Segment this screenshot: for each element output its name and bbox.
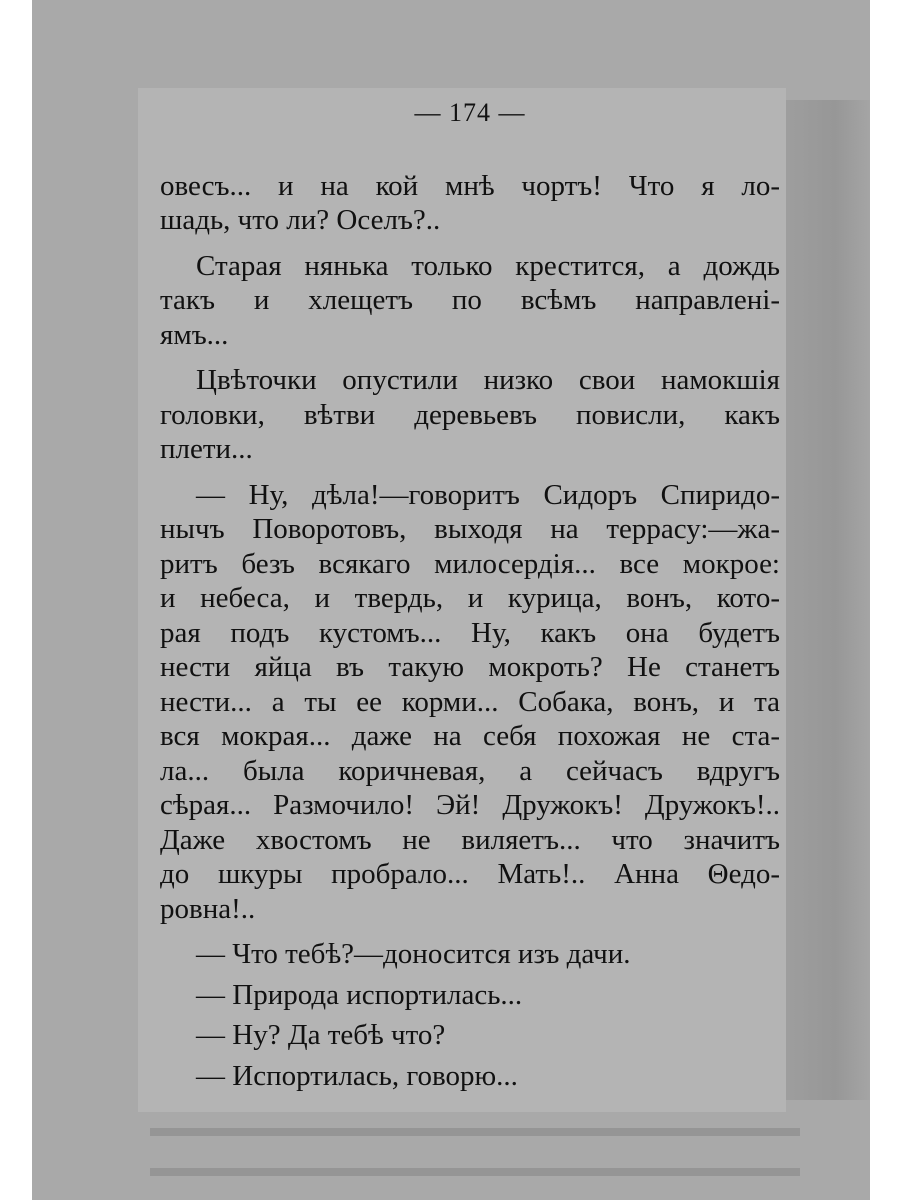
text-line: и небеса, и твердь, и курица, вонъ, кото- [160,582,780,614]
text-line: сѣрая... Размочило! Эй! Дружокъ! Дружокъ!.. [160,789,780,821]
text-line: нычъ Поворотовъ, выходя на террасу:—жа- [160,513,780,545]
text-line: нести... а ты ее корми... Собака, вонъ, и та [160,685,780,718]
text-line: ямъ... [160,318,229,351]
text-line: такъ и хлещетъ по всѣмъ направлені- [160,284,780,316]
dialog-line: — Что тебѣ?—доносится изъ дачи. [196,938,631,970]
text-line: нести яйца въ такую мокроть? Не станетъ [160,651,780,683]
dialog-line: — Ну? Да тебѣ что? [196,1019,446,1051]
text-line: головки, вѣтви деревьевъ повисли, какъ [160,398,780,431]
text-line: овесъ... и на кой мнѣ чортъ! Что я ло- [160,169,780,202]
text-line: рая подъ кустомъ... Ну, какъ она будетъ [160,616,780,649]
paragraph [160,249,780,353]
dialog-line: — Испортилась, говорю... [196,1059,518,1092]
page-number: — 174 — [414,98,526,127]
text-line: плети... [160,433,253,465]
text-line: шадь, что ли? Оселъ?.. [160,204,441,236]
text-line: до шкуры пробрало... Мать!.. Анна Θедо- [160,858,780,890]
paragraph [160,363,780,467]
text-line: Старая нянька только крестится, а дождь [196,249,780,282]
page-text [160,96,780,1099]
bleed-through-text [150,1110,800,1190]
text-line: ритъ безъ всякаго милосердія... все мокрое: [160,547,780,580]
text-line: Даже хвостомъ не виляетъ... что значитъ [160,823,780,856]
paragraph [160,478,780,927]
scan-edge-shadow [782,100,870,1100]
dialog-line: — Природа испортилась... [196,978,523,1011]
text-line: ровна!.. [160,892,256,925]
paragraph [160,169,780,238]
text-line: — Ну, дѣла!—говоритъ Сидоръ Спиридо- [196,478,780,511]
text-line: ла... была коричневая, а сейчасъ вдругъ [160,754,780,787]
text-line: вся мокрая... даже на себя похожая не ста- [160,720,780,752]
text-line: Цвѣточки опустили низко свои намокшія [196,364,780,396]
